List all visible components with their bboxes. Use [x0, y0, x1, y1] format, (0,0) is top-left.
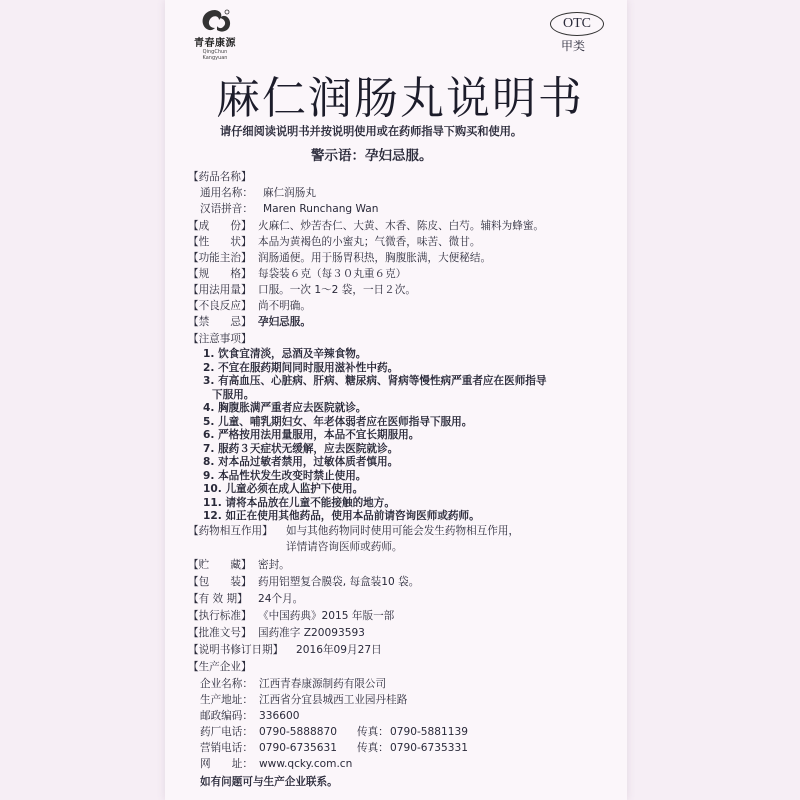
- common-name-label: 通用名称：: [200, 187, 253, 199]
- validity-label: 【有 效 期】: [188, 593, 248, 605]
- approval-label: 【批准文号】: [188, 627, 252, 639]
- spec-value: 每袋装６克（每３０丸重６克）: [258, 268, 407, 280]
- brand-mark-icon: [197, 8, 233, 36]
- zip-label: 邮政编码：: [200, 710, 253, 722]
- approval-value: 国药准字 Z20093593: [258, 627, 365, 639]
- factory-phone-value: 0790-5888870: [259, 726, 337, 738]
- caution-item: 12. 如正在使用其他药品，使用本品前请咨询医师或药师。: [203, 510, 480, 522]
- brand-name-cn: 青春康源: [194, 38, 236, 49]
- pinyin-value: Maren Runchang Wan: [263, 203, 379, 215]
- caution-item: 6. 严格按用法用量服用，本品不宜长期服用。: [203, 429, 420, 441]
- dosage-value: 口服。一次 1～2 袋，一日２次。: [258, 284, 416, 296]
- sales-fax-value: 0790-6735331: [390, 742, 468, 754]
- sales-fax-label: 传真：: [357, 742, 389, 754]
- drug-name-heading: 【药品名称】: [188, 171, 252, 183]
- brand-logo: [190, 8, 240, 61]
- adverse-label: 【不良反应】: [188, 300, 252, 312]
- validity-value: 24个月。: [258, 593, 304, 605]
- website-value: www.qcky.com.cn: [259, 758, 353, 770]
- package-label: 【包 装】: [188, 576, 252, 588]
- caution-item: 10. 儿童必须在成人监护下使用。: [203, 483, 364, 495]
- otc-badge: OTC: [550, 12, 604, 36]
- address-label: 生产地址：: [200, 694, 253, 706]
- ingredients-label: 【成 份】: [188, 220, 252, 232]
- standard-label: 【执行标准】: [188, 610, 252, 622]
- caution-item: 8. 对本品过敏者禁用，过敏体质者慎用。: [203, 456, 399, 468]
- sales-phone-label: 营销电话：: [200, 742, 253, 754]
- indication-label: 【功能主治】: [188, 252, 252, 264]
- caution-item: 1. 饮食宜清淡，忌酒及辛辣食物。: [203, 348, 367, 360]
- factory-phone-label: 药厂电话：: [200, 726, 253, 738]
- factory-fax-value: 0790-5881139: [390, 726, 468, 738]
- cautions-heading: 【注意事项】: [188, 333, 252, 345]
- standard-value: 《中国药典》2015 年版一部: [258, 610, 395, 622]
- contraindication-label: 【禁 忌】: [188, 316, 252, 328]
- caution-item: 9. 本品性状发生改变时禁止使用。: [203, 469, 367, 482]
- brand-name-en: QingChun Kangyuan: [202, 49, 228, 61]
- company-name-label: 企业名称：: [200, 678, 253, 690]
- caution-item: 7. 服药３天症状无缓解，应去医院就诊。: [203, 442, 399, 455]
- website-label: 网 址：: [200, 758, 253, 770]
- company-heading: 【生产企业】: [188, 661, 252, 673]
- contraindication-value: 孕妇忌服。: [258, 316, 311, 328]
- caution-item: 11. 请将本品放在儿童不能接触的地方。: [203, 496, 395, 509]
- interaction-label: 【药物相互作用】: [188, 525, 273, 537]
- interaction-value-line2: 详情请咨询医师或药师。: [286, 541, 403, 553]
- adverse-value: 尚不明确。: [258, 300, 311, 312]
- address-value: 江西省分宜县城西工业园丹桂路: [259, 694, 408, 706]
- caution-item: 2. 不宜在服药期间同时服用滋补性中药。: [203, 361, 399, 374]
- spec-label: 【规 格】: [188, 268, 252, 280]
- otc-class-label: 甲类: [561, 39, 586, 53]
- package-value: 药用铝塑复合膜袋, 每盒装10 袋。: [258, 576, 420, 588]
- common-name-value: 麻仁润肠丸: [263, 187, 316, 199]
- storage-value: 密封。: [258, 559, 290, 571]
- dosage-label: 【用法用量】: [188, 284, 252, 296]
- character-label: 【性 状】: [188, 236, 252, 248]
- indication-value: 润肠通便。用于肠胃积热，胸腹胀满，大便秘结。: [258, 252, 492, 264]
- warning-text: 警示语：孕妇忌服。: [311, 148, 433, 164]
- caution-item-continued: 下服用。: [212, 388, 255, 401]
- revision-date-label: 【说明书修订日期】: [188, 644, 284, 656]
- zip-value: 336600: [259, 710, 300, 722]
- revision-date-value: 2016年09月27日: [296, 644, 382, 656]
- document-title: 麻仁润肠丸说明书: [216, 73, 584, 124]
- pinyin-label: 汉语拼音：: [200, 203, 253, 215]
- footer-contact-note: 如有问题可与生产企业联系。: [200, 776, 338, 788]
- caution-item: 4. 胸腹胀满严重者应去医院就诊。: [203, 402, 367, 414]
- interaction-value-line1: 如与其他药物同时使用可能会发生药物相互作用，: [286, 525, 520, 537]
- ingredients-value: 火麻仁、炒苦杏仁、大黄、木香、陈皮、白芍。辅料为蜂蜜。: [258, 220, 545, 232]
- caution-item: 3. 有高血压、心脏病、肝病、糖尿病、肾病等慢性病严重者应在医师指导: [203, 375, 547, 387]
- factory-fax-label: 传真：: [357, 726, 389, 738]
- character-value: 本品为黄褐色的小蜜丸；气微香，味苦、微甘。: [258, 236, 481, 248]
- sales-phone-value: 0790-6735631: [259, 742, 337, 754]
- company-name-value: 江西青春康源制药有限公司: [259, 678, 387, 690]
- usage-notice: 请仔细阅读说明书并按说明使用或在药师指导下购买和使用。: [220, 125, 523, 138]
- caution-item: 5. 儿童、哺乳期妇女、年老体弱者应在医师指导下服用。: [203, 415, 473, 428]
- storage-label: 【贮 藏】: [188, 559, 252, 571]
